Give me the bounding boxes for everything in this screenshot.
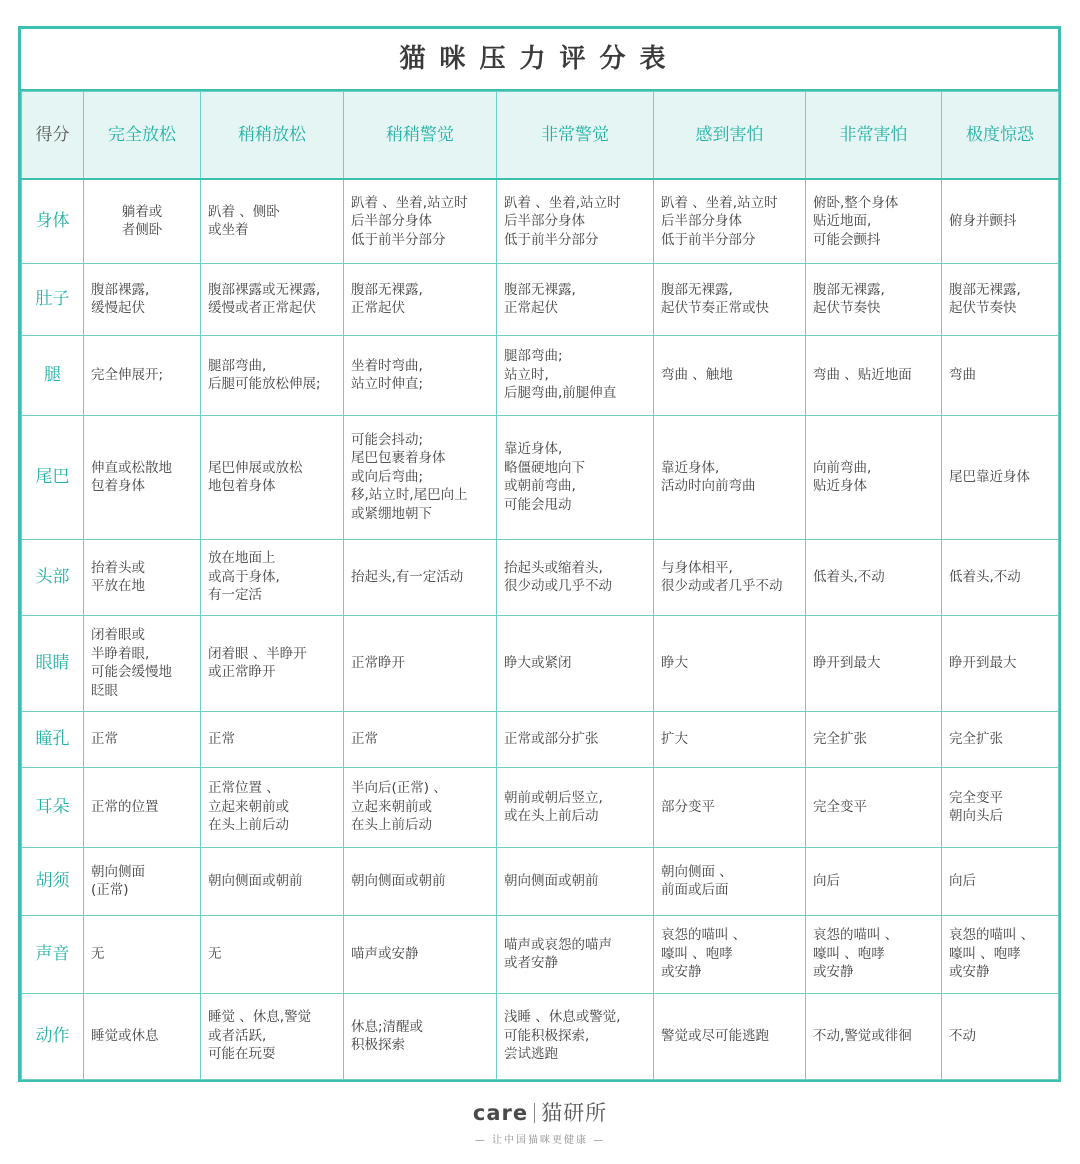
table-cell: 扩大 (654, 711, 806, 767)
row-label: 腿 (22, 335, 84, 415)
table-cell: 躺着或 者侧卧 (84, 179, 201, 263)
table-cell: 靠近身体, 活动时向前弯曲 (654, 415, 806, 539)
table-cell: 朝向侧面或朝前 (344, 847, 497, 915)
table-cell: 朝向侧面 、 前面或后面 (654, 847, 806, 915)
table-cell: 完全变平 (806, 767, 942, 847)
table-cell: 正常睁开 (344, 615, 497, 711)
brand-logo (0, 1097, 1080, 1127)
table-row (22, 615, 1059, 711)
table-cell: 正常 (201, 711, 344, 767)
table-cell: 睁大或紧闭 (497, 615, 654, 711)
table-cell: 正常的位置 (84, 767, 201, 847)
table-cell: 部分变平 (654, 767, 806, 847)
table-cell: 完全伸展开; (84, 335, 201, 415)
table-row (22, 263, 1059, 335)
table-cell: 睁开到最大 (806, 615, 942, 711)
header-level: 感到害怕 (654, 92, 806, 180)
table-row (22, 711, 1059, 767)
table-cell: 腹部裸露, 缓慢起伏 (84, 263, 201, 335)
row-label: 肚子 (22, 263, 84, 335)
table-cell: 睡觉 、休息,警觉 或者活跃, 可能在玩耍 (201, 993, 344, 1079)
table-row (22, 415, 1059, 539)
table-cell: 弯曲 (942, 335, 1059, 415)
row-label: 眼睛 (22, 615, 84, 711)
table-cell: 腿部弯曲, 后腿可能放松伸展; (201, 335, 344, 415)
table-body (22, 179, 1059, 1079)
brand-name-en: care (472, 1101, 529, 1125)
table-cell: 趴着 、侧卧 或坐着 (201, 179, 344, 263)
table-cell: 与身体相平, 很少动或者几乎不动 (654, 539, 806, 615)
table-cell: 睡觉或休息 (84, 993, 201, 1079)
brand-slogan: — 让中国猫咪更健康 — (474, 1135, 606, 1146)
table-cell: 弯曲 、贴近地面 (806, 335, 942, 415)
table-cell: 正常或部分扩张 (497, 711, 654, 767)
table-cell: 朝向侧面或朝前 (497, 847, 654, 915)
table-row (22, 539, 1059, 615)
table-cell: 抬起头或缩着头, 很少动或几乎不动 (497, 539, 654, 615)
table-cell: 趴着 、坐着,站立时 后半部分身体 低于前半分部分 (497, 179, 654, 263)
table-cell: 弯曲 、触地 (654, 335, 806, 415)
table-row (22, 847, 1059, 915)
table-cell: 抬着头或 平放在地 (84, 539, 201, 615)
table-cell: 伸直或松散地 包着身体 (84, 415, 201, 539)
table-cell: 腹部无裸露, 起伏节奏正常或快 (654, 263, 806, 335)
table-cell: 向后 (942, 847, 1059, 915)
table-cell: 朝前或朝后竖立, 或在头上前后动 (497, 767, 654, 847)
table-cell: 完全扩张 (806, 711, 942, 767)
header-level: 极度惊恐 (942, 92, 1059, 180)
stress-score-table-frame (18, 26, 1061, 1082)
table-cell: 腹部无裸露, 起伏节奏快 (806, 263, 942, 335)
table-cell: 完全变平 朝向头后 (942, 767, 1059, 847)
table-row (22, 767, 1059, 847)
table-cell: 正常 (84, 711, 201, 767)
table-cell: 哀怨的喵叫 、 嚎叫 、咆哮 或安静 (654, 915, 806, 993)
table-row (22, 915, 1059, 993)
table-cell: 朝向侧面或朝前 (201, 847, 344, 915)
table-cell: 靠近身体, 略僵硬地向下 或朝前弯曲, 可能会甩动 (497, 415, 654, 539)
header-level: 稍稍警觉 (344, 92, 497, 180)
row-label: 耳朵 (22, 767, 84, 847)
table-cell: 闭着眼或 半睁着眼, 可能会缓慢地 眨眼 (84, 615, 201, 711)
row-label: 胡须 (22, 847, 84, 915)
table-cell: 睁大 (654, 615, 806, 711)
row-label: 身体 (22, 179, 84, 263)
table-cell: 坐着时弯曲, 站立时伸直; (344, 335, 497, 415)
table-row (22, 993, 1059, 1079)
row-label: 尾巴 (22, 415, 84, 539)
table-cell: 哀怨的喵叫 、 嚎叫 、咆哮 或安静 (806, 915, 942, 993)
table-row (22, 179, 1059, 263)
table-cell: 无 (201, 915, 344, 993)
brand-divider (534, 1103, 535, 1123)
table-cell: 低着头,不动 (806, 539, 942, 615)
table-cell: 闭着眼 、半睁开 或正常睁开 (201, 615, 344, 711)
table-title: 猫咪压力评分表 (21, 29, 1058, 91)
table-cell: 可能会抖动; 尾巴包裹着身体 或向后弯曲; 移,站立时,尾巴向上 或紧绷地朝下 (344, 415, 497, 539)
table-cell: 不动 (942, 993, 1059, 1079)
row-label: 动作 (22, 993, 84, 1079)
table-cell: 向后 (806, 847, 942, 915)
header-level: 非常害怕 (806, 92, 942, 180)
table-cell: 腹部无裸露, 起伏节奏快 (942, 263, 1059, 335)
table-cell: 尾巴靠近身体 (942, 415, 1059, 539)
table-cell: 无 (84, 915, 201, 993)
table-cell: 腹部无裸露, 正常起伏 (344, 263, 497, 335)
table-cell: 正常 (344, 711, 497, 767)
header-level: 完全放松 (84, 92, 201, 180)
table-cell: 哀怨的喵叫 、 嚎叫 、咆哮 或安静 (942, 915, 1059, 993)
header-score: 得分 (22, 92, 84, 180)
table-cell: 趴着 、坐着,站立时 后半部分身体 低于前半分部分 (344, 179, 497, 263)
table-cell: 趴着 、坐着,站立时 后半部分身体 低于前半分部分 (654, 179, 806, 263)
brand-name-cn: 猫研所 (541, 1101, 608, 1125)
table-cell: 正常位置 、 立起来朝前或 在头上前后动 (201, 767, 344, 847)
row-label: 瞳孔 (22, 711, 84, 767)
table-cell: 俯卧,整个身体 贴近地面, 可能会颤抖 (806, 179, 942, 263)
table-cell: 半向后(正常) 、 立起来朝前或 在头上前后动 (344, 767, 497, 847)
table-cell: 低着头,不动 (942, 539, 1059, 615)
table-cell: 向前弯曲, 贴近身体 (806, 415, 942, 539)
table-cell: 腿部弯曲; 站立时, 后腿弯曲,前腿伸直 (497, 335, 654, 415)
table-cell: 浅睡 、休息或警觉, 可能积极探索, 尝试逃跑 (497, 993, 654, 1079)
stress-score-table (21, 91, 1059, 1080)
table-cell: 尾巴伸展或放松 地包着身体 (201, 415, 344, 539)
header-level: 稍稍放松 (201, 92, 344, 180)
table-cell: 喵声或安静 (344, 915, 497, 993)
table-cell: 腹部无裸露, 正常起伏 (497, 263, 654, 335)
row-label: 声音 (22, 915, 84, 993)
table-cell: 警觉或尽可能逃跑 (654, 993, 806, 1079)
table-cell: 俯身并颤抖 (942, 179, 1059, 263)
header-level: 非常警觉 (497, 92, 654, 180)
row-label: 头部 (22, 539, 84, 615)
table-row (22, 335, 1059, 415)
table-cell: 完全扩张 (942, 711, 1059, 767)
table-cell: 休息;清醒或 积极探索 (344, 993, 497, 1079)
table-cell: 喵声或哀怨的喵声 或者安静 (497, 915, 654, 993)
table-header-row (22, 92, 1059, 180)
table-cell: 腹部裸露或无裸露, 缓慢或者正常起伏 (201, 263, 344, 335)
table-cell: 放在地面上 或高于身体, 有一定活 (201, 539, 344, 615)
table-cell: 抬起头,有一定活动 (344, 539, 497, 615)
table-cell: 睁开到最大 (942, 615, 1059, 711)
table-cell: 不动,警觉或徘徊 (806, 993, 942, 1079)
table-cell: 朝向侧面 (正常) (84, 847, 201, 915)
